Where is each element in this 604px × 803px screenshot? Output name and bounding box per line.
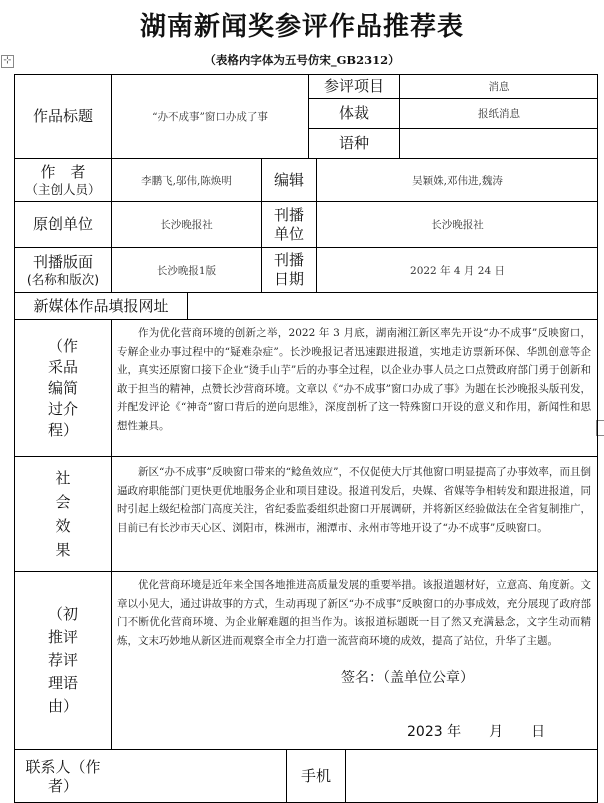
form-subtitle: （表格内字体为五号仿宋_GB2312） — [204, 53, 400, 67]
publish-unit-label: 刊播单位 — [273, 205, 304, 243]
contact-value[interactable] — [112, 750, 286, 803]
date-line: 2023 年 月 日 — [407, 724, 546, 740]
publish-page-label — [15, 248, 111, 292]
publish-page-label-sub: (名称和版次) — [26, 272, 100, 287]
effect-label: 社会效果 — [55, 469, 71, 559]
work-title-value[interactable]: “办不成事”窗口办成了事 — [152, 111, 268, 123]
recommendation-table — [14, 74, 598, 803]
signature-line: 签名：（盖单位公章） — [341, 670, 474, 686]
genre-value[interactable]: 报纸消息 — [478, 108, 520, 120]
language-value[interactable] — [400, 129, 598, 158]
review-text[interactable]: 优化营商环境是近年来全国各地推进高质量发展的重要举措。该报道题材好，立意高、角度新。文章以小见大，通过讲故事的方式，生动再现了新区“办不成事”反映窗口的办事成效，充分展现了政府部门不断优化营商环境、为企业解难题的担当作为。该报道标题既一目了然又充满悬念，文字生动而精炼，文末巧妙地从新区进而观察全市全力打造一流营商环境的成效，提高了站位，升华了主题。 — [117, 579, 591, 647]
effect-label-cell — [15, 457, 111, 571]
phone-value[interactable] — [346, 750, 598, 803]
process-text[interactable]: 作为优化营商环境的创新之举，2022 年 3 月底，湖南湘江新区率先开设“办不成事”反映窗口，专解企业办事过程中的“疑难杂症”。长沙晚报记者迅速跟进报道，实地走访票新环保、华凯创意等企业，真实还原窗口接下企业“烫手山芋”后的办事全过程，以企业办事人员之口点赞政府部门勇于创新和敢于担当的精神，点赞长沙营商环境。文章以《“办不成事”窗口办成了事》为题在长沙晚报头版刊发，并配发评论《“神奇”窗口背后的逆向思维》，深度剖析了这一特殊窗口开设的意义和作用，新闻性和思想性兼具。 — [117, 327, 591, 432]
author-label — [15, 159, 111, 201]
phone-label: 手机 — [300, 767, 331, 785]
table-rule — [111, 319, 112, 749]
original-unit-value[interactable]: 长沙晚报社 — [160, 219, 213, 231]
process-label: （作采品编简过介程） — [47, 336, 78, 439]
authors-value[interactable]: 李鹏飞,邬伟,陈焕明 — [141, 174, 232, 187]
original-unit-label: 原创单位 — [32, 215, 93, 233]
publish-date-label: 刊播日期 — [273, 251, 304, 288]
contact-label: 联系人（作者） — [25, 757, 101, 795]
author-label-sub: （主创人员） — [25, 182, 101, 197]
editor-label: 编辑 — [273, 170, 304, 189]
new-media-url-label: 新媒体作品填报网址 — [33, 296, 169, 315]
language-label: 语种 — [338, 134, 369, 152]
publish-page-label-main: 刊播版面 — [32, 253, 93, 271]
process-label-cell — [15, 320, 111, 456]
genre-label: 体裁 — [338, 104, 369, 122]
project-label: 参评项目 — [323, 77, 384, 95]
publish-date-value[interactable]: 2022 年 4 月 24 日 — [410, 264, 505, 277]
table-move-icon[interactable]: ⊹ — [1, 55, 14, 68]
editors-value[interactable]: 吴颖姝,邓伟进,魏涛 — [412, 174, 503, 187]
author-label-main: 作 者 — [40, 163, 86, 181]
form-title: 湖南新闻奖参评作品推荐表 — [139, 12, 464, 42]
work-title-label: 作品标题 — [32, 107, 93, 125]
new-media-url-value[interactable] — [188, 293, 598, 319]
review-label-cell — [15, 572, 111, 749]
publish-page-value[interactable]: 长沙晚报1版 — [156, 264, 217, 277]
project-value[interactable]: 消息 — [488, 81, 510, 93]
publish-unit-value[interactable]: 长沙晚报社 — [431, 219, 484, 231]
review-label: （初推评荐评理语由） — [47, 605, 78, 715]
effect-text[interactable]: 新区“办不成事”反映窗口带来的“鲶鱼效应”，不仅促使大厅其他窗口明显提高了办事效率，而且倒逼政府职能部门更快更优地服务企业和项目建设。报道刊发后，央媒、省媒等争相转发和跟进报道，同时引起上级纪检部门高度关注，省纪委监委组织赴窗口开展调研，并将新区经验做法在全省复制推广，目前已有长沙市天心区、浏阳市，株洲市，湘潭市、永州市等地开设了“办不成事”反映窗口。 — [117, 466, 591, 534]
